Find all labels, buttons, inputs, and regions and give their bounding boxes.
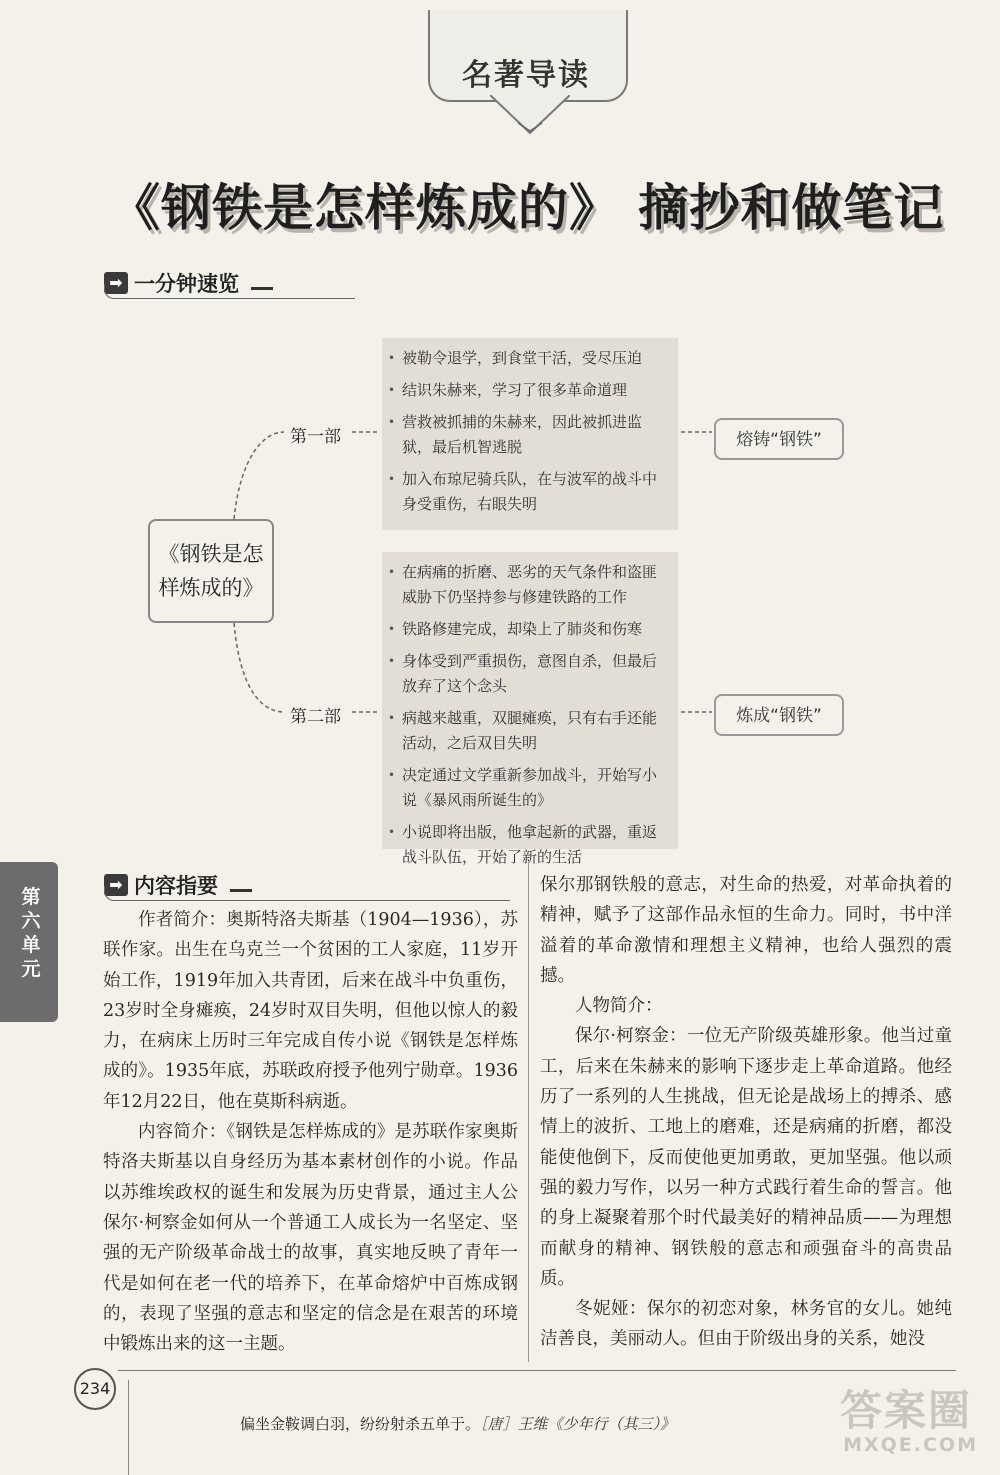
unit-side-tab-label: 第六单元 [21,886,41,980]
arrow-right-icon: ➡ [104,272,128,294]
mindmap-item: • 在病痛的折磨、恶劣的天气条件和盗匪威胁下仍坚持参与修建铁路的工作 [388,560,666,610]
mindmap-label-part1: 第一部 [290,427,341,447]
arrow-right-icon: ➡ [104,874,128,896]
section-heading-text: 内容指要 [134,874,218,898]
mindmap-item: • 营救被抓捕的朱赫来，因此被抓进监狱，最后机智逃脱 [388,410,666,460]
mindmap-branch-part1 [382,338,678,530]
mindmap-item: • 决定通过文学重新参加战斗，开始写小说《暴风雨所诞生的》 [388,763,666,813]
mindmap-item: • 小说即将出版，他拿起新的武器，重返战斗队伍，开始了新的生活 [388,820,666,870]
mindmap-root-line: 样炼成的》 [158,576,264,600]
watermark-main: 答案圈 [840,1386,973,1435]
column-divider [528,862,529,1362]
page-title: 《钢铁是怎样炼成的》 摘抄和做笔记 [110,179,945,237]
paragraph-tonya: 冬妮娅：保尔的初恋对象，林务官的女儿。她纯洁善良，美丽动人。但由于阶级出身的关系，她没 [540,1299,952,1350]
mindmap-label-part2: 第二部 [290,707,341,727]
page-number: 234 [74,1368,116,1410]
paragraph-characters-heading: 人物简介： [575,996,663,1017]
paragraph-author: 作者简介：奥斯特洛夫斯基（1904—1936），苏联作家。出生在乌克兰一个贫困的工人家庭，11岁开始工作，1919年加入共青团，后来在战斗中负重伤，23岁时全身瘫痪，24岁时双目失明，但他以惊人的毅力，在病床上历时三年完成自传小说《钢铁是怎样炼成的》。1935年底，苏联政府授予他列宁勋章。1936年12月22日，他在莫斯科病逝。 [103,910,518,1112]
mindmap-item: • 铁路修建完成，却染上了肺炎和伤寒 [388,617,666,642]
mindmap-item: • 身体受到严重损伤，意图自杀，但最后放弃了这个念头 [388,649,666,699]
paragraph-continued: 保尔那钢铁般的意志，对生命的热爱，对革命执着的精神，赋予了这部作品永恒的生命力。同时，书中洋溢着的革命激情和理想主义精神，也给人强烈的震撼。 [540,875,952,986]
watermark-sub: MXQE.COM [843,1434,978,1456]
mindmap-result-part1: 熔铸“钢铁” [714,418,844,460]
footer-quote [240,1413,675,1434]
mindmap-item: • 加入布琼尼骑兵队，在与波军的战斗中身受重伤，右眼失明 [388,467,666,517]
mindmap-result-part2: 炼成“钢铁” [714,694,844,736]
paragraph-pavel: 保尔·柯察金：一位无产阶级英雄形象。他当过童工，后来在朱赫来的影响下逐步走上革命道路。他经历了一系列的人生挑战，但无论是战场上的搏杀、感情上的波折、工地上的磨难，还是病痛的折磨，都没能使他倒下，反而使他更加勇敢，更加坚强。他以顽强的毅力写作，以另一种方式践行着生命的誓言。他的身上凝聚着那个时代最美好的精神品质——为理想而献身的精神、钢铁般的意志和顽强奋斗的高贵品质。 [540,1026,952,1289]
heading-underline [104,886,510,901]
section-heading-text: 一分钟速览 [134,272,239,296]
banner-title: 名著导读 [462,58,590,93]
mindmap-branch-part2 [382,552,678,866]
footer-rule [118,1370,956,1371]
mindmap-item: • 病越来越重，双腿瘫痪，只有右手还能活动，之后双目失明 [388,706,666,756]
paragraph-summary: 内容简介：《钢铁是怎样炼成的》是苏联作家奥斯特洛夫斯基以自身经历为基本素材创作的小说。作品以苏维埃政权的诞生和发展为历史背景，通过主人公保尔·柯察金如何从一个普通工人成长为一名坚定、坚强的无产阶级革命战士的故事，真实地反映了青年一代是如何在老一代的培养下，在革命熔炉中百炼成钢的，表现了坚强的意志和坚定的信念是在艰苦的环境中锻炼出来的这一主题。 [103,1122,518,1355]
left-text-column [103,905,518,1359]
right-text-column [540,870,952,1355]
mindmap-root-line: 《钢铁是怎 [158,542,264,566]
mindmap-root [148,519,274,623]
margin-rule [128,1380,129,1475]
watermark-logo [840,1388,990,1456]
footer-quote-source: ［唐］王维《少年行（其三）》 [480,1415,676,1433]
mindmap-item: • 被勒令退学，到食堂干活，受尽压迫 [388,346,666,371]
mindmap-item: • 结识朱赫来，学习了很多革命道理 [388,378,666,403]
footer-quote-text: 偏坐金鞍调白羽，纷纷射杀五单于。 [240,1415,481,1433]
